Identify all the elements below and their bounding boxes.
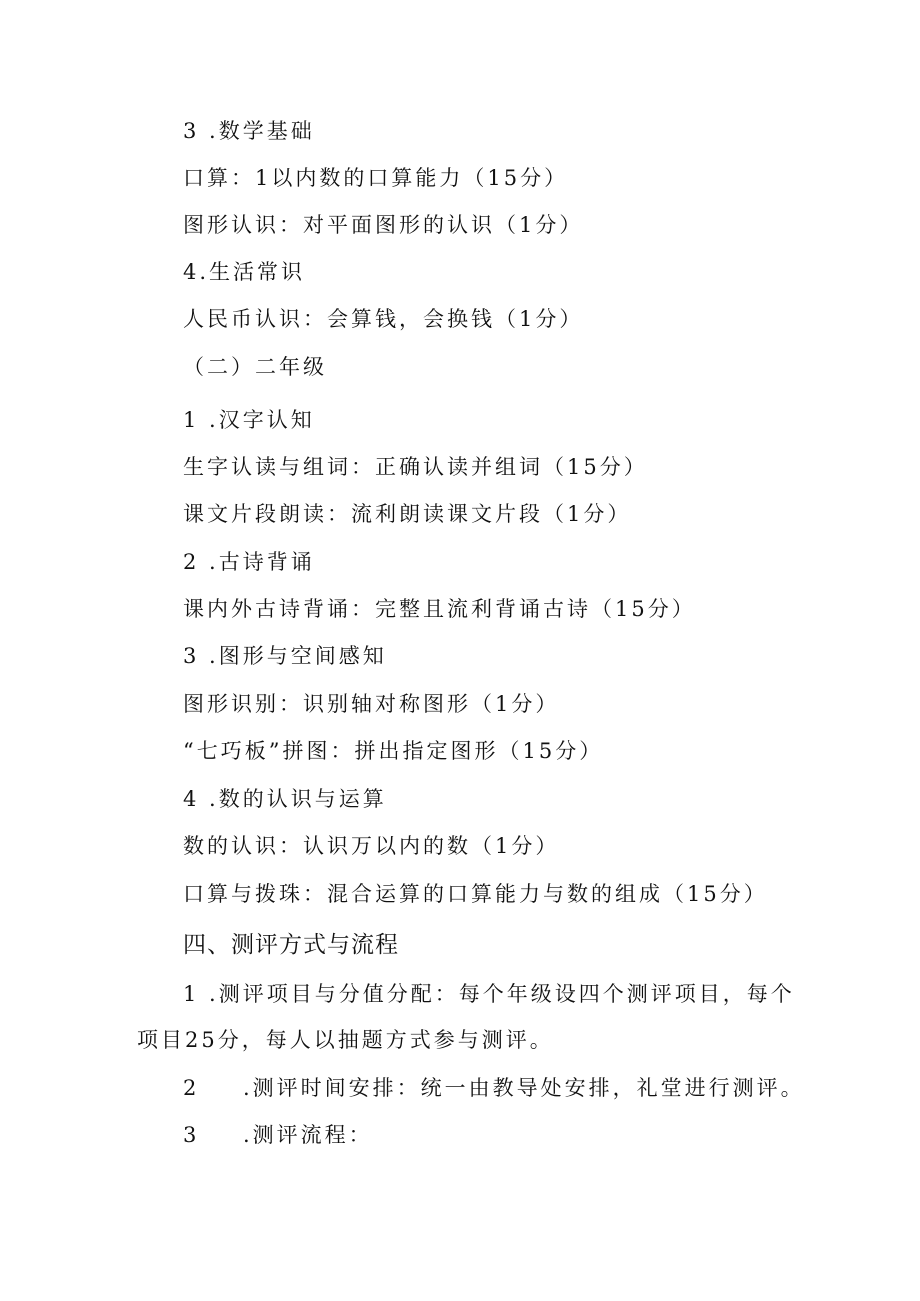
- process-item-1-line-1: 1 .测评项目与分值分配：每个年级设四个测评项目，每个: [183, 982, 795, 1006]
- item-abacus: 口算与拨珠：混合运算的口算能力与数的组成（15分）: [183, 882, 768, 906]
- item-poem-recitation: 课内外古诗背诵：完整且流利背诵古诗（15分）: [183, 597, 696, 621]
- subsection-chinese-characters: 1 .汉字认知: [183, 408, 315, 432]
- subsection-math-basics: 3 .数学基础: [183, 119, 315, 143]
- process-item-3-number: 3: [183, 1123, 200, 1147]
- subsection-life-knowledge: 4.生活常识: [183, 260, 306, 284]
- item-tangram: “七巧板”拼图：拼出指定图形（15分）: [183, 739, 604, 763]
- item-shape-recognition: 图形认识：对平面图形的认识（1分）: [183, 213, 584, 237]
- section-heading: 四、测评方式与流程: [183, 932, 399, 958]
- item-symmetry: 图形识别：识别轴对称图形（1分）: [183, 692, 560, 716]
- subsection-numbers: 4 .数的认识与运算: [183, 787, 387, 811]
- item-text-reading: 课文片段朗读：流利朗读课文片段（1分）: [183, 502, 632, 526]
- subsection-poem-recitation: 2 .古诗背诵: [183, 550, 315, 574]
- grade-two-heading: （二）二年级: [183, 355, 327, 379]
- subsection-shape-space: 3 .图形与空间感知: [183, 644, 387, 668]
- item-character-reading: 生字认读与组词：正确认读并组词（15分）: [183, 455, 648, 479]
- process-item-2-number: 2: [183, 1076, 200, 1100]
- item-oral-arithmetic: 口算：1以内数的口算能力（15分）: [183, 166, 569, 190]
- process-item-3-text: .测评流程：: [243, 1123, 373, 1147]
- item-number-recognition: 数的认识：认识万以内的数（1分）: [183, 834, 560, 858]
- item-rmb-recognition: 人民币认识：会算钱，会换钱（1分）: [183, 307, 584, 331]
- process-item-1-line-2: 项目25分，每人以抽题方式参与测评。: [137, 1028, 554, 1052]
- process-item-2-text: .测评时间安排：统一由教导处安排，礼堂进行测评。: [243, 1076, 805, 1100]
